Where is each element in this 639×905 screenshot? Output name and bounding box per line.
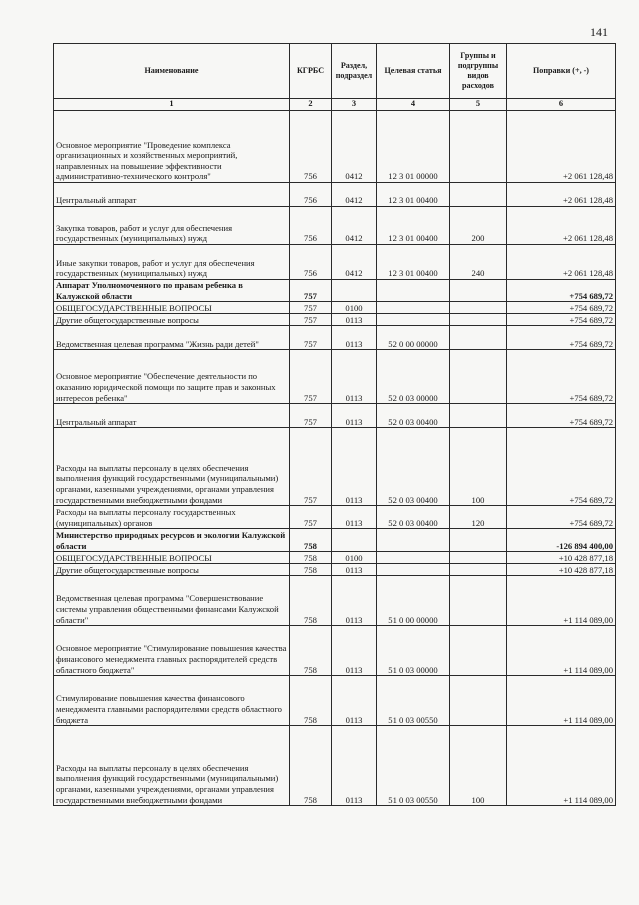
row-section: 0412: [332, 183, 377, 207]
table-row: [54, 506, 616, 529]
row-name: Основное мероприятие "Стимулирование повышения качества финансового менеджмента главных распорядителей средств областного бюджета": [54, 626, 290, 676]
table-row: [54, 428, 616, 506]
row-amount: +754 689,72: [507, 428, 616, 506]
row-section: 0113: [332, 326, 377, 350]
row-name: Другие общегосударственные вопросы: [54, 564, 290, 576]
row-name: ОБЩЕГОСУДАРСТВЕННЫЕ ВОПРОСЫ: [54, 552, 290, 564]
row-section: [332, 529, 377, 552]
table-row: [54, 552, 616, 564]
row-kgrbs: 757: [290, 404, 332, 428]
row-kgrbs: 758: [290, 726, 332, 806]
header-section: Раздел, подраздел: [332, 44, 377, 99]
row-amount: +2 061 128,48: [507, 183, 616, 207]
table-body: [54, 111, 616, 806]
row-article: 51 0 03 00550: [377, 726, 450, 806]
row-kgrbs: 758: [290, 676, 332, 726]
row-amount: +754 689,72: [507, 350, 616, 404]
row-name: Ведомственная целевая программа "Жизнь ради детей": [54, 326, 290, 350]
row-group: [450, 111, 507, 183]
table-row: [54, 326, 616, 350]
row-article: 52 0 00 00000: [377, 326, 450, 350]
row-name: Расходы на выплаты персоналу в целях обеспечения выполнения функций государственными (муниципальными) органами, казенными учреждениями, органами управления государственными внебюджетными фондами: [54, 726, 290, 806]
row-kgrbs: 758: [290, 576, 332, 626]
column-number-row: [54, 99, 616, 111]
row-amount: +1 114 089,00: [507, 726, 616, 806]
row-article: 51 0 03 00550: [377, 676, 450, 726]
row-kgrbs: 758: [290, 626, 332, 676]
row-kgrbs: 757: [290, 428, 332, 506]
row-name: Другие общегосударственные вопросы: [54, 314, 290, 326]
row-name: Основное мероприятие "Проведение комплекса организационных и хозяйственных мероприятий, направленных на повышение эффективности административно-технического контроля": [54, 111, 290, 183]
header-kgrbs: КГРБС: [290, 44, 332, 99]
row-section: 0113: [332, 676, 377, 726]
table-row: [54, 207, 616, 245]
row-amount: +754 689,72: [507, 280, 616, 302]
row-article: 12 3 01 00400: [377, 245, 450, 280]
row-article: [377, 314, 450, 326]
row-section: 0113: [332, 564, 377, 576]
row-kgrbs: 757: [290, 506, 332, 529]
row-group: [450, 626, 507, 676]
row-article: 52 0 03 00400: [377, 506, 450, 529]
page-number: 141: [590, 25, 608, 39]
row-name: ОБЩЕГОСУДАРСТВЕННЫЕ ВОПРОСЫ: [54, 302, 290, 314]
row-name: Иные закупки товаров, работ и услуг для обеспечения государственных (муниципальных) нужд: [54, 245, 290, 280]
row-section: 0412: [332, 245, 377, 280]
row-amount: +754 689,72: [507, 506, 616, 529]
row-group: [450, 183, 507, 207]
row-amount: +1 114 089,00: [507, 626, 616, 676]
row-article: [377, 564, 450, 576]
header-amendments: Поправки (+, -): [507, 44, 616, 99]
budget-amendments-table: [53, 43, 616, 806]
row-kgrbs: 757: [290, 314, 332, 326]
row-name: Расходы на выплаты персоналу в целях обеспечения выполнения функций государственными (муниципальными) органами, казенными учреждениями, органами управления государственными внебюджетными фондами: [54, 428, 290, 506]
row-group: [450, 564, 507, 576]
row-group: [450, 576, 507, 626]
column-number: 4: [377, 99, 450, 111]
table-row: [54, 576, 616, 626]
row-article: 52 0 03 00000: [377, 350, 450, 404]
row-section: 0113: [332, 428, 377, 506]
row-amount: +2 061 128,48: [507, 111, 616, 183]
row-kgrbs: 756: [290, 111, 332, 183]
row-kgrbs: 756: [290, 183, 332, 207]
row-amount: +754 689,72: [507, 326, 616, 350]
table-row: [54, 529, 616, 552]
table-row: [54, 314, 616, 326]
row-group: [450, 302, 507, 314]
row-group: [450, 404, 507, 428]
column-number: 2: [290, 99, 332, 111]
row-amount: -126 894 400,00: [507, 529, 616, 552]
row-kgrbs: 758: [290, 529, 332, 552]
table-header-row: [54, 44, 616, 99]
row-kgrbs: 758: [290, 564, 332, 576]
row-group: [450, 326, 507, 350]
row-article: [377, 552, 450, 564]
header-name: Наименование: [54, 44, 290, 99]
row-section: 0113: [332, 350, 377, 404]
row-amount: +2 061 128,48: [507, 245, 616, 280]
row-kgrbs: 756: [290, 245, 332, 280]
row-group: 120: [450, 506, 507, 529]
row-section: 0113: [332, 576, 377, 626]
row-kgrbs: 757: [290, 302, 332, 314]
row-amount: +10 428 877,18: [507, 552, 616, 564]
row-amount: +754 689,72: [507, 302, 616, 314]
row-article: 51 0 03 00000: [377, 626, 450, 676]
row-name: Аппарат Уполномоченного по правам ребенка в Калужской области: [54, 280, 290, 302]
row-section: 0113: [332, 506, 377, 529]
table-row: [54, 111, 616, 183]
row-kgrbs: 757: [290, 350, 332, 404]
row-section: 0113: [332, 314, 377, 326]
row-section: [332, 280, 377, 302]
row-article: 52 0 03 00400: [377, 404, 450, 428]
table-row: [54, 183, 616, 207]
column-number: 1: [54, 99, 290, 111]
row-group: [450, 280, 507, 302]
row-section: 0412: [332, 207, 377, 245]
row-article: 51 0 00 00000: [377, 576, 450, 626]
row-article: 12 3 01 00000: [377, 111, 450, 183]
row-group: [450, 552, 507, 564]
row-name: Стимулирование повышения качества финансового менеджмента главными распорядителями средств областного бюджета: [54, 676, 290, 726]
row-amount: +754 689,72: [507, 404, 616, 428]
row-group: 100: [450, 726, 507, 806]
row-amount: +2 061 128,48: [507, 207, 616, 245]
row-article: 12 3 01 00400: [377, 207, 450, 245]
row-name: Центральный аппарат: [54, 404, 290, 428]
row-section: 0412: [332, 111, 377, 183]
row-kgrbs: 758: [290, 552, 332, 564]
row-name: Основное мероприятие "Обеспечение деятельности по оказанию юридической помощи по защите прав и законных интересов ребенка": [54, 350, 290, 404]
row-name: Ведомственная целевая программа "Совершенствование системы управления общественными финансами Калужской области": [54, 576, 290, 626]
table-row: [54, 676, 616, 726]
table-row: [54, 626, 616, 676]
row-article: [377, 280, 450, 302]
row-group: 100: [450, 428, 507, 506]
row-kgrbs: 756: [290, 207, 332, 245]
row-name: Расходы на выплаты персоналу государственных (муниципальных) органов: [54, 506, 290, 529]
row-amount: +1 114 089,00: [507, 576, 616, 626]
row-section: 0113: [332, 626, 377, 676]
row-section: 0100: [332, 302, 377, 314]
row-amount: +754 689,72: [507, 314, 616, 326]
row-group: 200: [450, 207, 507, 245]
column-number: 3: [332, 99, 377, 111]
header-groups: Группы и подгруппы видов расходов: [450, 44, 507, 99]
row-group: [450, 529, 507, 552]
table-row: [54, 245, 616, 280]
column-number: 5: [450, 99, 507, 111]
row-section: 0100: [332, 552, 377, 564]
row-kgrbs: 757: [290, 326, 332, 350]
column-number: 6: [507, 99, 616, 111]
row-amount: +10 428 877,18: [507, 564, 616, 576]
row-article: [377, 529, 450, 552]
row-amount: +1 114 089,00: [507, 676, 616, 726]
table-row: [54, 726, 616, 806]
table-row: [54, 404, 616, 428]
row-group: [450, 314, 507, 326]
row-name: Закупка товаров, работ и услуг для обеспечения государственных (муниципальных) нужд: [54, 207, 290, 245]
row-article: 12 3 01 00400: [377, 183, 450, 207]
table-row: [54, 350, 616, 404]
table-row: [54, 280, 616, 302]
row-group: 240: [450, 245, 507, 280]
row-article: [377, 302, 450, 314]
row-group: [450, 676, 507, 726]
row-group: [450, 350, 507, 404]
row-article: 52 0 03 00400: [377, 428, 450, 506]
row-section: 0113: [332, 404, 377, 428]
table-row: [54, 564, 616, 576]
row-name: Центральный аппарат: [54, 183, 290, 207]
header-article: Целевая статья: [377, 44, 450, 99]
row-kgrbs: 757: [290, 280, 332, 302]
row-section: 0113: [332, 726, 377, 806]
table-row: [54, 302, 616, 314]
row-name: Министерство природных ресурсов и экологии Калужской области: [54, 529, 290, 552]
